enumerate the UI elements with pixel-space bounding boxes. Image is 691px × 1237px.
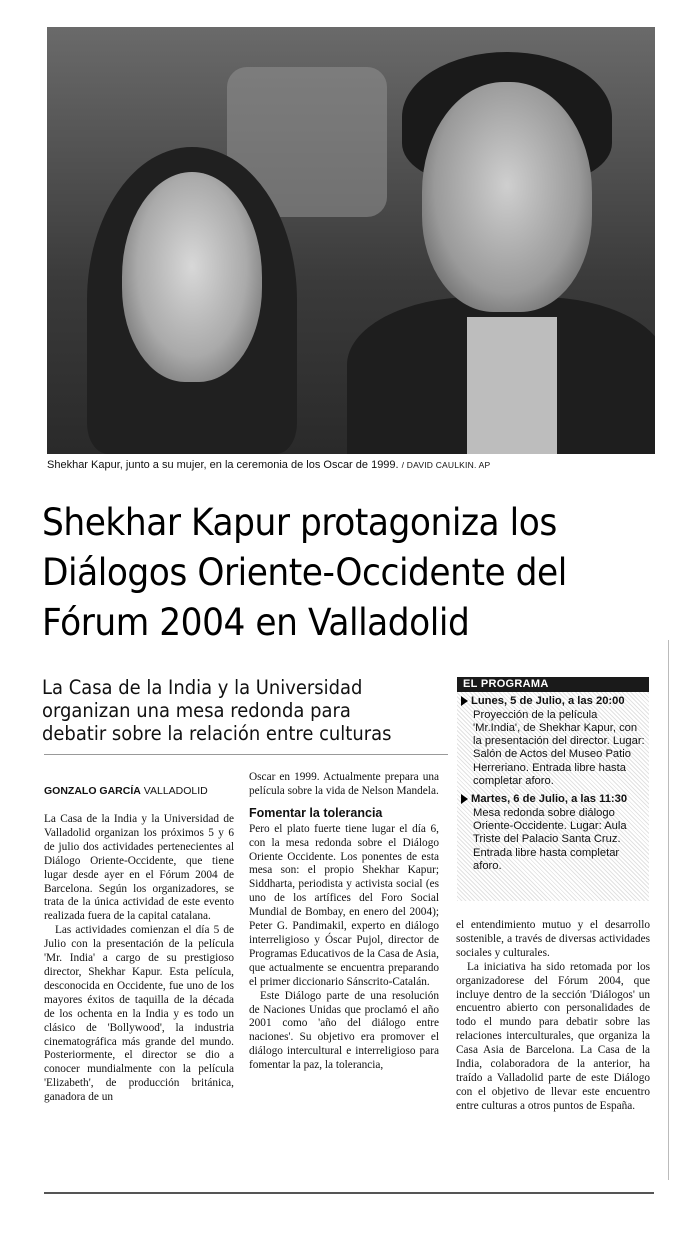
paragraph: La iniciativa ha sido retomada por los organizadorese del Fórum 2004, que incluye dentro de la sección 'Diálogos' un encuentro abierto con personalidades de todo el mundo para debatir sobre las relaciones interculturales, que organiza la Casa Asia de Barcelona. La Casa de la India, colaboradora de la anterior, ha traído a Valladolid parte de este Diálogo con el objetivo de llevar este encuentro entre culturas a otros puntos de España. [456, 960, 650, 1112]
programa-text: Mesa redonda sobre diálogo Oriente-Occidente. Lugar: Aula Triste del Palacio Santa Cruz. Entrada libre hasta completar aforo. [473, 806, 627, 872]
byline-author: GONZALO GARCÍA [44, 785, 141, 797]
headline: Shekhar Kapur protagoniza los Diálogos Oriente-Occidente del Fórum 2004 en Valladolid [42, 501, 567, 644]
bottom-rule [44, 1192, 654, 1194]
programa-item [457, 692, 649, 790]
programa-title: EL PROGRAMA [457, 677, 649, 692]
paragraph: Este Diálogo parte de una resolución de Naciones Unidas que proclamó el año 2001 como 'año del diálogo entre naciones'. Su objetivo era promover el diálogo intercultural e interreligioso para fomentar la paz, la tolerancia, [249, 989, 439, 1072]
column-1 [44, 813, 234, 1105]
arrow-right-icon [461, 696, 468, 706]
byline-place: VALLADOLID [143, 785, 208, 797]
photo-man-shirt [467, 317, 557, 454]
photo-woman-face [122, 172, 262, 382]
programa-box [457, 677, 649, 901]
programa-when: Lunes, 5 de Julio, a las 20:00 [471, 695, 625, 708]
caption-text: Shekhar Kapur, junto a su mujer, en la ceremonia de los Oscar de 1999. [47, 459, 399, 471]
arrow-right-icon [461, 794, 468, 804]
paragraph: el entendimiento mutuo y el desarrollo sostenible, a través de diversas actividades sociales y culturales. [456, 919, 650, 959]
photo-caption [47, 459, 657, 471]
paragraph: Las actividades comienzan el día 5 de Julio con la presentación de la película 'Mr. India' a cargo de su prestigioso director, Shekhar Kapur. Esta película, desconocida en Occidente, fue uno de los mayores éxitos de taquilla de la década de los ochenta en la India y es todo un clásico de 'Bollywood', la industria cinematográfica más grande del mundo. Posteriormente, el director se dio a conocer mundialmente con la película 'Elizabeth', de producción británica, ganadora de un [44, 924, 234, 1104]
column-3 [456, 919, 650, 1114]
subheadline-rule [44, 754, 448, 755]
subheadline: La Casa de la India y la Universidad organizan una mesa redonda para debatir sobre la relación entre culturas [42, 676, 392, 745]
paragraph: Oscar en 1999. Actualmente prepara una película sobre la vida de Nelson Mandela. [249, 771, 439, 797]
photo-man-face [422, 82, 592, 312]
column-2 [249, 771, 439, 1073]
section-heading: Fomentar la tolerancia [249, 805, 383, 820]
programa-text: Proyección de la película 'Mr.India', de Shekhar Kapur, con la presentación del director. Lugar: Salón de Actos del Museo Patio Herreriano. Entrada libre hasta completar aforo. [473, 708, 645, 788]
paragraph: Pero el plato fuerte tiene lugar el día 6, con la mesa redonda sobre el Diálogo Oriente Occidente. Los ponentes de esta mesa son: el propio Shekhar Kapur; Siddharta, periodista y activista social (es uno de los artífices del Foro Social Mundial de Bombay, en enero del 2004); Peter G. Pandimakil, experto en diálogo interreligioso y Óscar Pujol, director de Programas Educativos de la Casa de Asia, que actualmente se encuentra preparando el primer diccionario Sánscrito-Catalán. [249, 822, 439, 988]
programa-when: Martes, 6 de Julio, a las 11:30 [471, 793, 628, 806]
article-photo [47, 27, 655, 454]
programa-item [457, 790, 649, 875]
page-edge-rule [668, 640, 669, 1180]
byline [44, 785, 208, 797]
photo-credit: / DAVID CAULKIN. AP [401, 460, 491, 470]
paragraph: La Casa de la India y la Universidad de Valladolid organizan los próximos 5 y 6 de julio dos actividades pertenecientes al Diálogo Oriente-Occidente, que tiene lugar desde ayer en el Fórum 2004 de Barcelona. Según los organizadores, se trata de la única actividad de este evento realizada fuera de la capital catalana. [44, 813, 234, 923]
